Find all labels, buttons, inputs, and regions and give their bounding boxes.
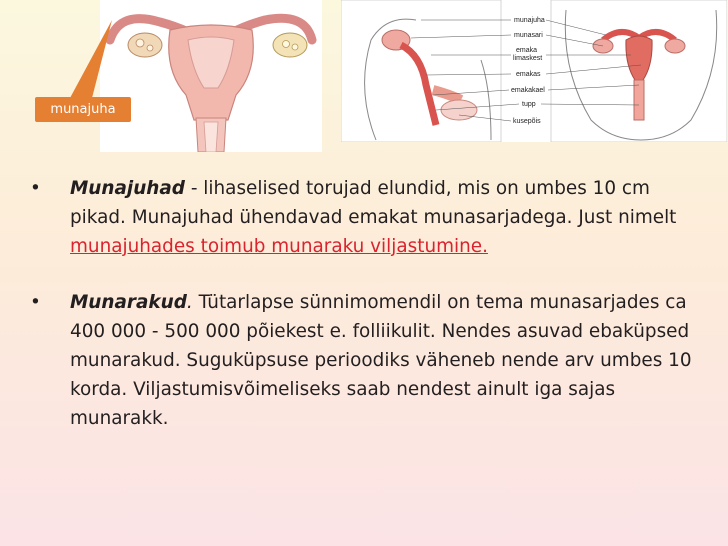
- uterus-drawing: [100, 0, 322, 152]
- term-suffix: .: [186, 292, 193, 313]
- bullet-text: - lihaselised torujad elundid, mis on umbes 10 cm pikad. Munajuhad ühendavad emakat munasarjadega. Just nimelt: [70, 178, 677, 228]
- term-munajuhad: Munajuhad: [70, 178, 185, 199]
- bullet-text: Tütarlapse sünnimomendil on tema munasarjades ca 400 000 - 500 000 põiekest e. folliikulit. Nendes asuvad ebaküpsed munarakud. Suguküpsuse perioodiks väheneb nende arv umbes 10 korda. Viljastumisvõimeliseks saab nendest ainult iga sajas munarakk.: [70, 292, 692, 429]
- label-emakakael: emakakael: [511, 87, 545, 94]
- uterus-illustration: [100, 0, 322, 152]
- viljastumine-link[interactable]: munajuhades toimub munaraku viljastumine.: [70, 236, 488, 257]
- anatomy-sections-drawing: [341, 0, 727, 142]
- label-emaka: emaka: [516, 47, 538, 54]
- bullet-munajuhad: [30, 174, 710, 261]
- bullet-marker: •: [30, 178, 41, 199]
- label-munasari: munasari: [514, 32, 543, 39]
- anatomy-sections-illustration: [341, 0, 727, 142]
- bullet-list: [30, 174, 710, 433]
- label-limaskest: limaskest: [513, 55, 543, 62]
- label-kusepois: kusepõis: [513, 118, 541, 125]
- term-munarakud: Munarakud: [70, 292, 187, 313]
- bullet-munarakud: [30, 288, 710, 433]
- label-munajuha: munajuha: [514, 17, 545, 24]
- callout-label: munajuha: [50, 102, 116, 117]
- label-tupp: tupp: [522, 101, 536, 108]
- munajuha-callout: [35, 97, 131, 122]
- label-emakas: emakas: [516, 71, 541, 78]
- bullet-marker: •: [30, 292, 41, 313]
